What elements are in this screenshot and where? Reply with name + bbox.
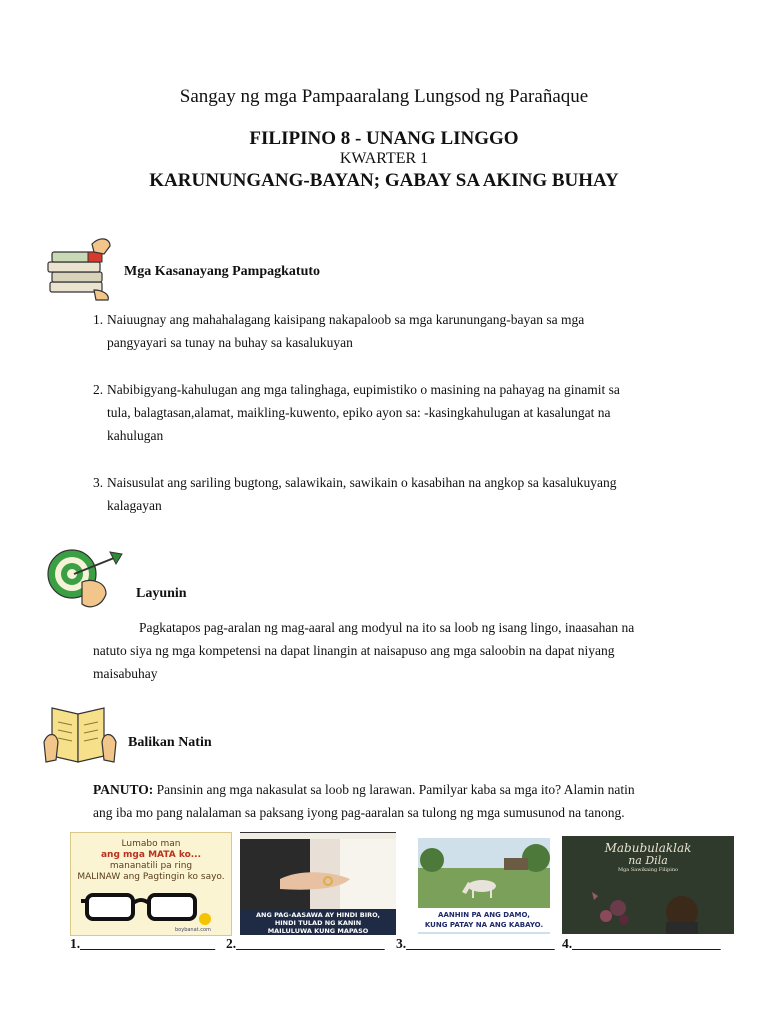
- book-title-line: na Dila: [628, 854, 668, 867]
- horse-field-illustration: [418, 838, 550, 908]
- books-icon: [44, 236, 114, 302]
- answer-blank-3[interactable]: 3.______________________: [396, 936, 555, 951]
- quote-image-wedding: [240, 832, 396, 935]
- instruction-line: ang iba mo pang nalalaman sa paksang iyong pag-aaralan sa tulong ng mga sumusunod na tanong.: [93, 805, 625, 820]
- image-caption-line: KUNG PATAY NA ANG KABAYO.: [424, 921, 544, 929]
- instruction-paragraph: [93, 778, 713, 824]
- quote-image-horse: [418, 838, 550, 934]
- image-text-line: Lumabo man: [121, 839, 181, 849]
- image-watermark: boybanat.com: [175, 927, 211, 933]
- emoji-icon: [199, 913, 211, 925]
- book-cover-illustration: [562, 882, 734, 934]
- image-caption-line: HINDI TULAD NG KANIN: [274, 919, 362, 927]
- book-subtitle: Mga Sawikaing Filipino: [617, 867, 679, 873]
- list-item-number: 2.: [93, 382, 104, 397]
- image-caption-line: MAILULUWA KUNG MAPASO: [267, 927, 369, 935]
- book-cover-image: [562, 836, 734, 934]
- list-item-line: Naiuugnay ang mahahalagang kaisipang nakapaloob sa mga karunungang-bayan sa mga: [107, 312, 585, 327]
- review-title: Balikan Natin: [128, 735, 212, 750]
- image-text-line: mananatili pa ring: [109, 861, 193, 871]
- list-item-line: tula, balagtasan,alamat, maikling-kuwento, epiko ayon sa: -kasingkahulugan at kasalungat na: [107, 405, 611, 420]
- list-item-number: 1.: [93, 312, 104, 327]
- paragraph-line: Pagkatapos pag-aralan ng mag-aaral ang modyul na ito sa loob ng isang lingo, inaasahan na: [139, 620, 635, 635]
- quote-image-glasses: [70, 832, 232, 936]
- instruction-label: PANUTO:: [93, 782, 154, 797]
- instruction-line: [93, 778, 713, 801]
- list-item-number: 3.: [93, 475, 104, 490]
- competencies-title: Mga Kasanayang Pampagkatuto: [124, 264, 321, 279]
- list-item-line: pangyayari sa tunay na buhay sa kasalukuyan: [107, 335, 353, 350]
- list-item-line: Naisusulat ang sariling bugtong, salawikain, sawikain o kasabihan na angkop sa kasalukuyang: [107, 475, 617, 490]
- objective-paragraph: [93, 616, 693, 685]
- objective-title: Layunin: [136, 586, 187, 601]
- paragraph-line: maisabuhay: [93, 666, 158, 681]
- answer-blank-1[interactable]: 1.____________________: [70, 936, 216, 951]
- answer-blank-4[interactable]: 4.______________________: [562, 936, 721, 951]
- subject-heading: FILIPINO 8 - UNANG LINGGO: [249, 128, 519, 149]
- hands-ring-illustration: [240, 839, 396, 909]
- image-text-line: MALINAW ang Pagtingin ko sayo.: [77, 872, 225, 882]
- book-title-line: Mabubulaklak: [604, 841, 692, 855]
- list-item-line: kalagayan: [107, 498, 162, 513]
- list-item: [93, 378, 673, 447]
- list-item-line: kahulugan: [107, 428, 164, 443]
- image-caption-line: ANG PAG-AASAWA AY HINDI BIRO,: [256, 911, 380, 919]
- module-title: KARUNUNGANG-BAYAN; GABAY SA AKING BUHAY: [149, 170, 619, 191]
- paragraph-line: natuto siya ng mga kompetensi na dapat linangin at naisapuso ang mga saloobin na dapat niyang: [93, 643, 615, 658]
- list-item: [93, 471, 673, 517]
- competencies-list: [93, 308, 673, 517]
- target-icon: [44, 548, 124, 614]
- list-item: [93, 308, 673, 354]
- answer-blank-2[interactable]: 2.______________________: [226, 936, 385, 951]
- open-book-icon: [42, 702, 118, 768]
- image-text-line: ang mga MATA ko...: [100, 850, 202, 860]
- image-caption-line: AANHIN PA ANG DAMO,: [438, 911, 530, 919]
- instruction-text: Pansinin ang mga nakasulat sa loob ng larawan. Pamilyar kaba sa mga ito? Alamin natin: [153, 782, 635, 797]
- school-division-heading: Sangay ng mga Pampaaralang Lungsod ng Parañaque: [179, 86, 589, 107]
- quarter-heading: KWARTER 1: [339, 150, 429, 167]
- list-item-line: Nabibigyang-kahulugan ang mga talinghaga, eupimistiko o masining na pahayag na ginamit sa: [107, 382, 620, 397]
- eyeglasses-icon: [81, 891, 201, 923]
